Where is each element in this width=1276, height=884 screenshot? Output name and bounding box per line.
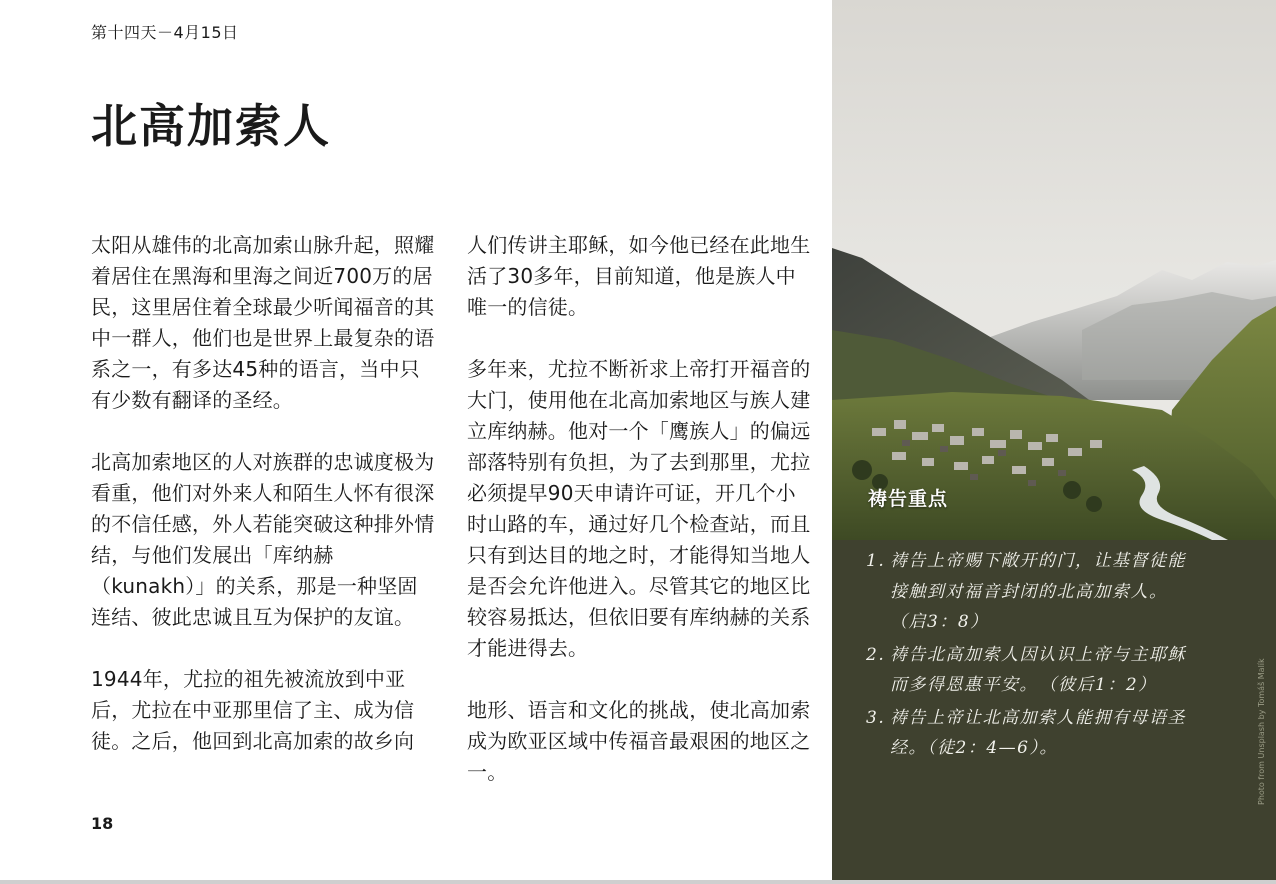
page-bottom-edge (0, 880, 1276, 884)
prayer-item-text: 祷告上帝赐下敞开的门，让基督徒能接触到对福音封闭的北高加索人。 （启3：8） (890, 551, 1186, 632)
prayer-item-text: 祷告上帝让北高加索人能拥有母语圣经。（徒2：4—6）。 (890, 707, 1186, 758)
prayer-item (866, 640, 1196, 701)
prayer-item-text: 祷告北高加索人因认识上帝与主耶稣而多得恩惠平安。 （彼后1：2） (890, 644, 1186, 695)
paragraph: 地形、语言和文化的挑战，使北高加索成为欧亚区域中传福音最艰困的地区之一。 (467, 698, 811, 784)
page-title: 北高加索人 (91, 99, 331, 153)
paragraph: 1944年，尤拉的祖先被流放到中亚后，尤拉在中亚那里信了主、成为信徒。之后，他回到北高加索的故乡向 (91, 667, 415, 753)
text-column-left (91, 230, 437, 788)
text-column-right (467, 230, 813, 819)
paragraph: 太阳从雄伟的北高加索山脉升起，照耀着居住在黑海和里海之间近700万的居民，这里居住着全球最少听闻福音的其中一群人，他们也是世界上最复杂的语系之一，有多达45种的语言，当中只有少数有翻译的圣经。 (91, 233, 435, 412)
prayer-list (866, 546, 1196, 766)
page-number: 18 (91, 814, 114, 833)
paragraph: 北高加索地区的人对族群的忠诚度极为看重，他们对外来人和陌生人怀有很深的不信任感，外人若能突破这种排外情结，与他们发展出「库纳赫（kunakh）」的关系，那是一种坚固连结、彼此忠诚且互为保护的友谊。 (91, 450, 435, 629)
prayer-item (866, 703, 1196, 764)
prayer-item-number: 1. (866, 551, 886, 571)
photo-credit: Photo from Unsplash by Tomáš Malík (1257, 658, 1266, 805)
paragraph: 人们传讲主耶稣，如今他已经在此地生活了30多年，目前知道，他是族人中唯一的信徒。 (467, 233, 811, 319)
prayer-heading: 祷告重点 (868, 488, 949, 510)
prayer-item-number: 3. (866, 707, 886, 728)
day-date-label: 第十四天－4月15日 (91, 23, 239, 42)
mountain-village-photo (832, 0, 1276, 540)
prayer-item (866, 546, 1196, 638)
prayer-item-number: 2. (866, 644, 886, 665)
paragraph: 多年来，尤拉不断祈求上帝打开福音的大门，使用他在北高加索地区与族人建立库纳赫。他对一个「鹰族人」的偏远部落特别有负担，为了去到那里，尤拉必须提早90天申请许可证，开几个小时山路的车，通过好几个检查站，而且只有到达目的地之时，才能得知当地人是否会允许他进入。尽管其它的地区比较容易抵达，但依旧要有库纳赫的关系才能进得去。 (467, 357, 811, 660)
